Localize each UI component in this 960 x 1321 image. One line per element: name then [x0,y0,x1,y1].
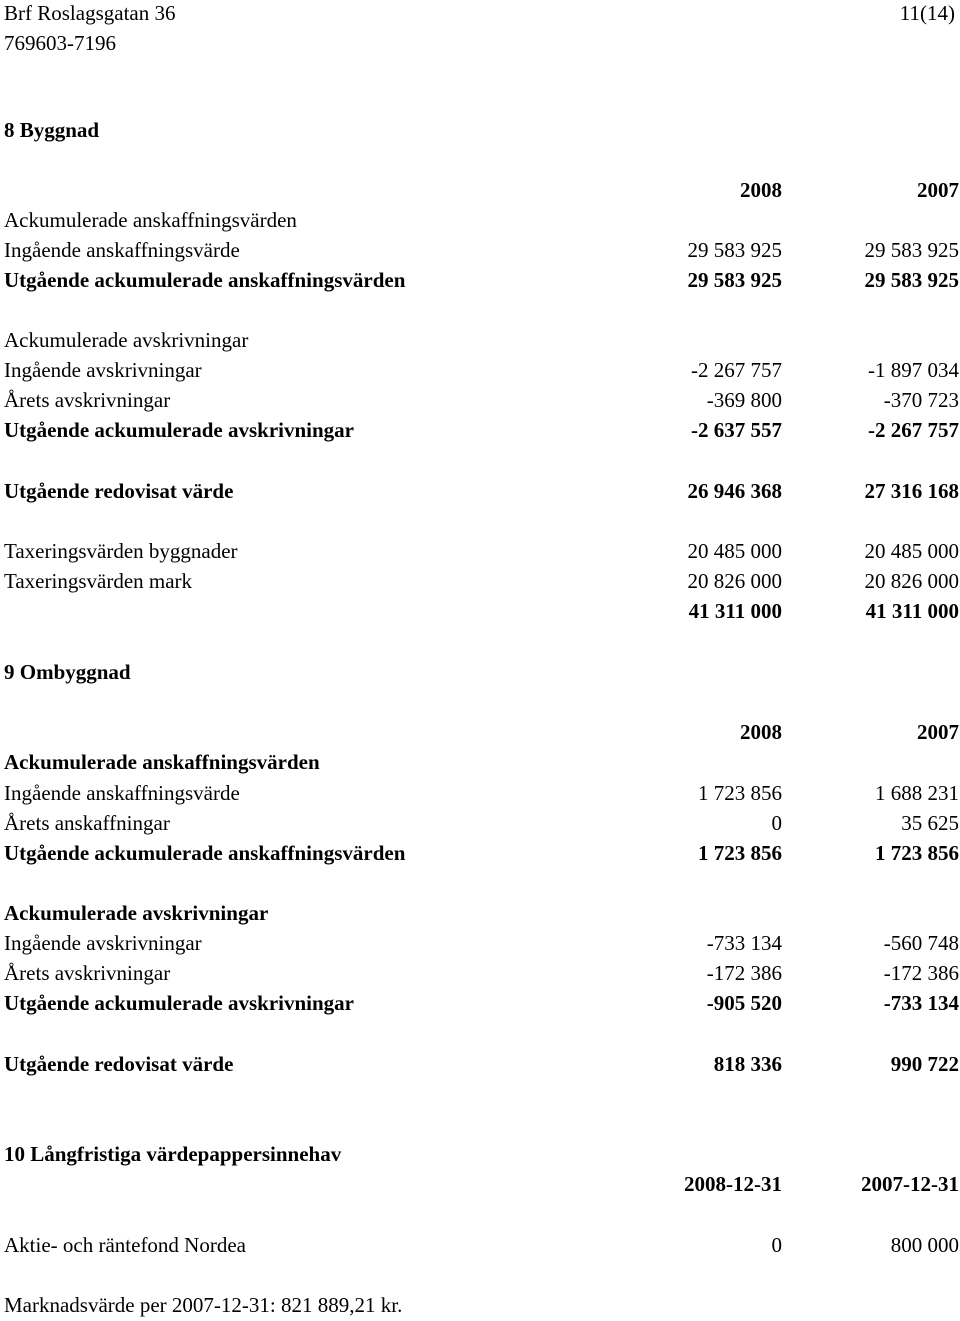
row-label: Ackumulerade avskrivningar [4,328,249,352]
table-row [0,928,960,958]
row-value-col2: 35 625 [901,811,959,835]
row-label: Ackumulerade anskaffningsvärden [4,208,297,232]
row-value-col2: 20 826 000 [864,569,959,593]
row-label: Ackumulerade avskrivningar [4,901,269,925]
row-label: Ingående avskrivningar [4,931,202,955]
row-label: Årets anskaffningar [4,811,170,835]
row-value-col1: 1 723 856 [698,781,782,805]
row-value-col2: 27 316 168 [864,479,959,503]
row-label: Ingående anskaffningsvärde [4,238,240,262]
table-row [0,476,960,506]
row-label: Taxeringsvärden byggnader [4,539,238,563]
note8-year1: 2008 [740,178,782,202]
table-row [0,415,960,445]
row-value-col2: -370 723 [883,388,959,412]
row-label: Årets avskrivningar [4,961,171,985]
org-name: Brf Roslagsgatan 36 [4,1,176,25]
row-value-col2: 41 311 000 [865,599,959,623]
table-row [0,898,960,928]
row-label: Utgående redovisat värde [4,1052,234,1076]
row-label: Årets avskrivningar [4,388,171,412]
table-row [0,265,960,295]
row-value-col2: 29 583 925 [864,268,959,292]
note10-date-header [0,1169,960,1199]
note9-title: 9 Ombyggnad [4,660,131,684]
table-row [0,566,960,596]
page-header [4,0,175,58]
row-value-col1: 20 485 000 [687,539,782,563]
row-value-col1: -369 800 [706,388,782,412]
row-value-col1: -2 637 557 [691,418,782,442]
table-row [0,536,960,566]
row-value-col2: -733 134 [883,991,959,1015]
note9-year1: 2008 [740,720,782,744]
org-number: 769603-7196 [4,31,116,55]
row-value-col2: 20 485 000 [864,539,959,563]
table-row [0,355,960,385]
note10-title: 10 Långfristiga värdepappersinnehav [4,1142,342,1166]
row-value-col1: -733 134 [706,931,782,955]
table-row [0,747,960,777]
note8-year2: 2007 [917,178,959,202]
row-value-col2: 1 723 856 [875,841,959,865]
row-value-col2: 990 722 [890,1052,959,1076]
row-label: Taxeringsvärden mark [4,569,193,593]
table-row [0,808,960,838]
row-label: Utgående ackumulerade anskaffningsvärden [4,268,406,292]
row-label: Utgående redovisat värde [4,479,234,503]
note10-date2: 2007-12-31 [861,1172,959,1196]
row-value-col1: 29 583 925 [687,238,782,262]
row-value-col1: 41 311 000 [688,599,782,623]
row-value-col2: -560 748 [883,931,959,955]
note9-year-header [0,717,960,747]
row-value-col1: 818 336 [713,1052,782,1076]
row-value-col1: 26 946 368 [687,479,782,503]
row-value-col2: 800 000 [890,1233,959,1257]
table-row [0,205,960,235]
note8-year-header [0,175,960,205]
row-value-col2: 29 583 925 [864,238,959,262]
row-value-col1: -172 386 [706,961,782,985]
table-row [0,988,960,1018]
row-value-col2: 1 688 231 [875,781,959,805]
page-number: 11(14) [899,1,955,25]
row-label: Ingående avskrivningar [4,358,202,382]
row-label: Ingående anskaffningsvärde [4,781,240,805]
row-label: Utgående ackumulerade avskrivningar [4,991,355,1015]
table-row [0,385,960,415]
table-row [0,235,960,265]
row-value-col2: -172 386 [883,961,959,985]
row-label: Ackumulerade anskaffningsvärden [4,750,320,774]
table-row [0,838,960,868]
note9-year2: 2007 [917,720,959,744]
table-row [0,778,960,808]
row-value-col1: 1 723 856 [698,841,782,865]
table-row [0,958,960,988]
table-row [0,1230,960,1260]
row-value-col1: -905 520 [706,991,782,1015]
table-row [0,596,960,626]
table-row [0,1049,960,1079]
row-label: Utgående ackumulerade avskrivningar [4,418,355,442]
row-value-col1: 29 583 925 [687,268,782,292]
note10-date1: 2008-12-31 [684,1172,782,1196]
note8-title: 8 Byggnad [4,118,100,142]
row-value-col1: 0 [771,1233,782,1257]
note10-footnote: Marknadsvärde per 2007-12-31: 821 889,21 kr. [4,1293,403,1317]
row-value-col1: 20 826 000 [687,569,782,593]
row-value-col1: -2 267 757 [691,358,782,382]
row-value-col1: 0 [771,811,782,835]
row-value-col2: -1 897 034 [868,358,959,382]
row-label: Aktie- och räntefond Nordea [4,1233,246,1257]
row-label: Utgående ackumulerade anskaffningsvärden [4,841,406,865]
row-value-col2: -2 267 757 [868,418,959,442]
table-row [0,325,960,355]
